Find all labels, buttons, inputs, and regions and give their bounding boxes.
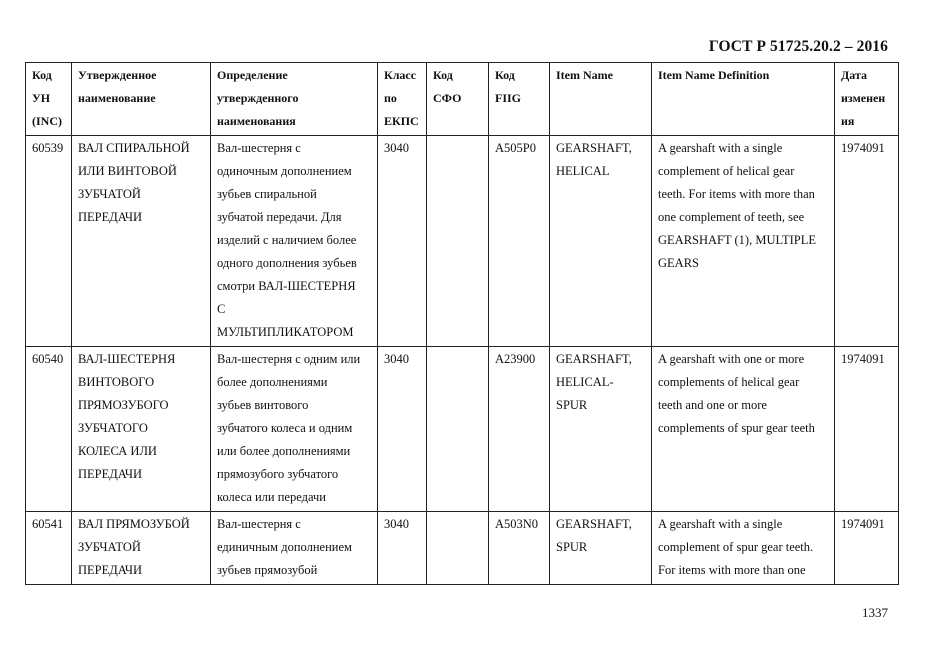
cell-fiig-code: A503N0 [489,512,550,585]
cell-sfo-code [427,512,489,585]
table-row [26,136,899,347]
cell-item-name: GEARSHAFT, HELICAL- SPUR [550,347,652,512]
cell-ekps-class: 3040 [378,136,427,347]
header-sfo-code: Код СФО [427,63,489,136]
table-row [26,512,899,585]
header-change-date: Дата изменен ия [835,63,899,136]
item-name-table [25,62,899,585]
cell-change-date: 1974091 [835,347,899,512]
cell-definition: Вал-шестерня с одиночным дополнением зубьев спиральной зубчатой передачи. Для изделий с наличием более одного дополнения зубьев смотри ВАЛ-ШЕСТЕРНЯ С МУЛЬТИПЛИКАТОРОМ [211,136,378,347]
cell-sfo-code [427,347,489,512]
cell-item-name-definition: A gearshaft with one or more complements of helical gear teeth and one or more complements of spur gear teeth [652,347,835,512]
cell-ekps-class: 3040 [378,512,427,585]
header-item-name: Item Name [550,63,652,136]
cell-definition: Вал-шестерня с одним или более дополнениями зубьев винтового зубчатого колеса и одним или более дополнениями прямозубого зубчатого колеса или передачи [211,347,378,512]
cell-inc-code: 60540 [26,347,72,512]
cell-item-name-definition: A gearshaft with a single complement of spur gear teeth. For items with more than one [652,512,835,585]
header-approved-name: Утвержденное наименование [72,63,211,136]
page-number: 1337 [862,605,888,620]
cell-change-date: 1974091 [835,136,899,347]
cell-ekps-class: 3040 [378,347,427,512]
cell-item-name: GEARSHAFT, HELICAL [550,136,652,347]
table-row [26,347,899,512]
cell-fiig-code: A23900 [489,347,550,512]
cell-item-name-definition: A gearshaft with a single complement of helical gear teeth. For items with more than one complement of teeth, see GEARSHAFT (1), MULTIPLE GEARS [652,136,835,347]
cell-definition: Вал-шестерня с единичным дополнением зубьев прямозубой [211,512,378,585]
header-ekps-class: Класс по ЕКПС [378,63,427,136]
cell-item-name: GEARSHAFT, SPUR [550,512,652,585]
cell-change-date: 1974091 [835,512,899,585]
table-header-row [26,63,899,136]
cell-approved-name: ВАЛ ПРЯМОЗУБОЙ ЗУБЧАТОЙ ПЕРЕДАЧИ [72,512,211,585]
header-fiig-code: Код FIIG [489,63,550,136]
cell-sfo-code [427,136,489,347]
header-item-name-definition: Item Name Definition [652,63,835,136]
cell-fiig-code: A505P0 [489,136,550,347]
cell-inc-code: 60539 [26,136,72,347]
cell-approved-name: ВАЛ СПИРАЛЬНОЙ ИЛИ ВИНТОВОЙ ЗУБЧАТОЙ ПЕРЕДАЧИ [72,136,211,347]
document-standard-header: ГОСТ Р 51725.20.2 – 2016 [708,38,888,55]
cell-approved-name: ВАЛ-ШЕСТЕРНЯ ВИНТОВОГО ПРЯМОЗУБОГО ЗУБЧАТОГО КОЛЕСА ИЛИ ПЕРЕДАЧИ [72,347,211,512]
header-definition: Определение утвержденного наименования [211,63,378,136]
cell-inc-code: 60541 [26,512,72,585]
header-inc-code: Код УН (INC) [26,63,72,136]
